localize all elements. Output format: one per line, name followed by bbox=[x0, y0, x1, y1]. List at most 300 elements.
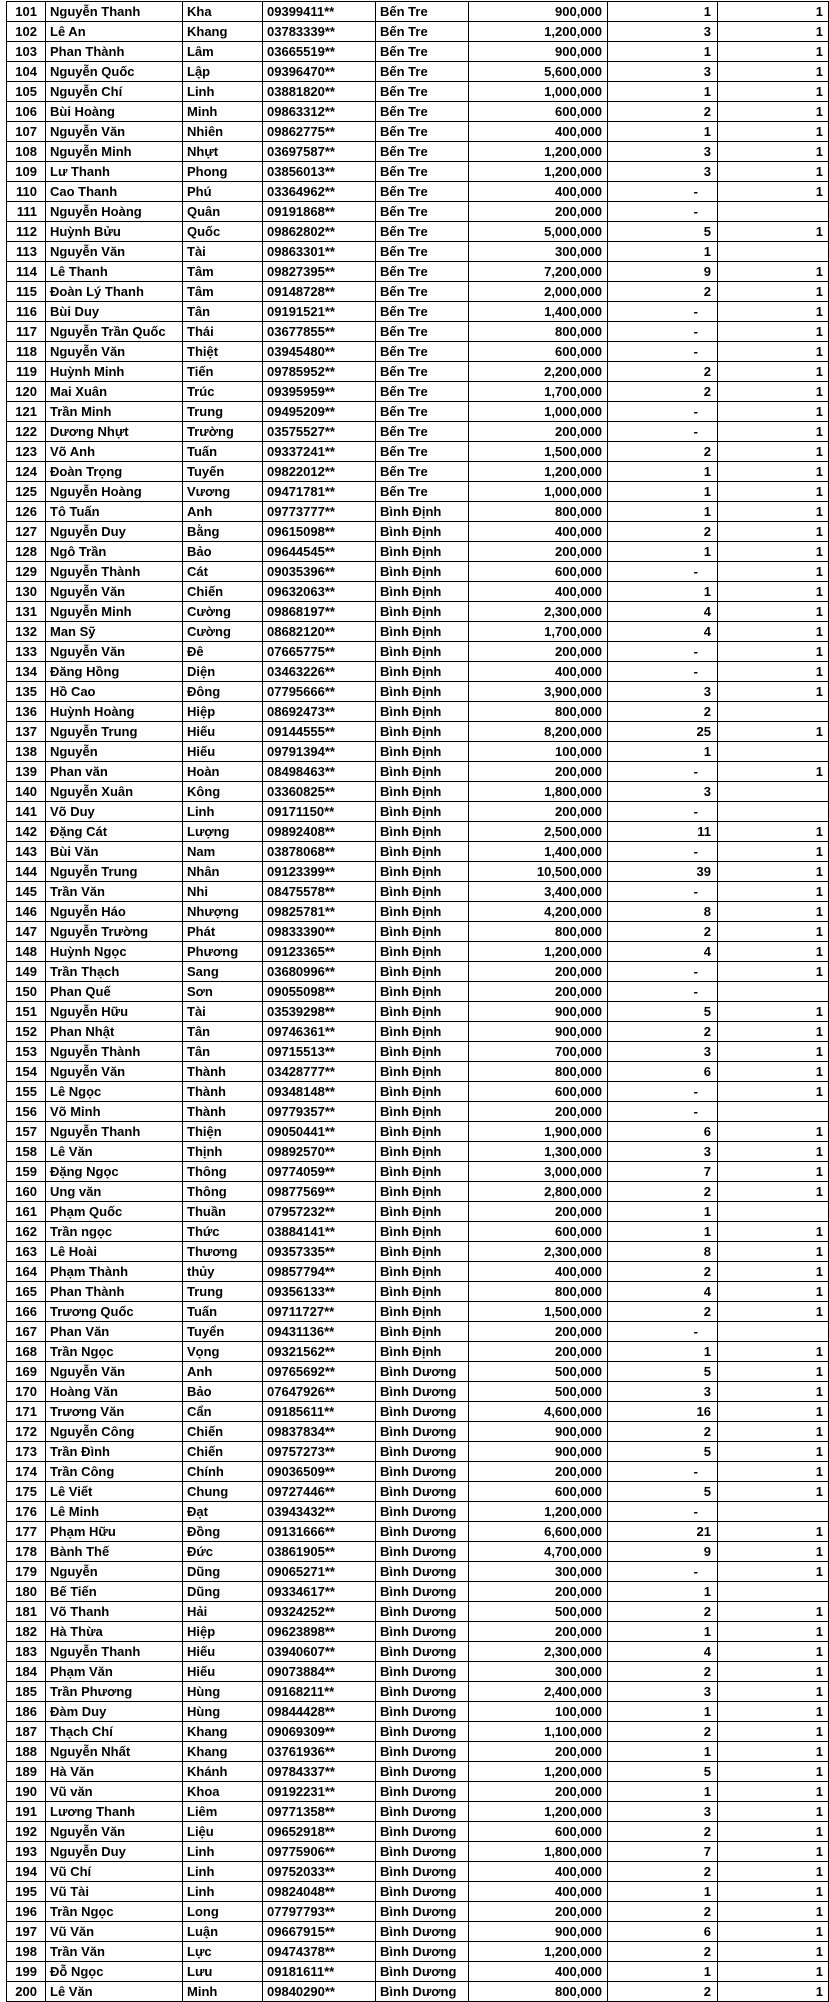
cell-province[interactable]: Bến Tre bbox=[376, 162, 469, 182]
cell-stt[interactable]: 144 bbox=[7, 862, 46, 882]
cell-phone[interactable]: 09840290** bbox=[263, 1982, 376, 2002]
cell-ten[interactable]: Hoàn bbox=[183, 762, 263, 782]
cell-count2[interactable]: 1 bbox=[718, 1242, 829, 1262]
cell-province[interactable]: Bình Dương bbox=[376, 1622, 469, 1642]
cell-count1[interactable]: 1 bbox=[608, 42, 718, 62]
cell-ten[interactable]: Khang bbox=[183, 1722, 263, 1742]
cell-stt[interactable]: 168 bbox=[7, 1342, 46, 1362]
cell-phone[interactable]: 08682120** bbox=[263, 622, 376, 642]
cell-province[interactable]: Bến Tre bbox=[376, 322, 469, 342]
cell-count2[interactable]: 1 bbox=[718, 762, 829, 782]
cell-count2[interactable]: 1 bbox=[718, 322, 829, 342]
cell-province[interactable]: Bình Định bbox=[376, 582, 469, 602]
cell-count2[interactable]: 1 bbox=[718, 1022, 829, 1042]
cell-stt[interactable]: 105 bbox=[7, 82, 46, 102]
cell-province[interactable]: Bình Định bbox=[376, 622, 469, 642]
cell-amount[interactable]: 400,000 bbox=[469, 522, 608, 542]
cell-amount[interactable]: 800,000 bbox=[469, 1062, 608, 1082]
cell-count1[interactable]: 2 bbox=[608, 1722, 718, 1742]
cell-count1[interactable]: 3 bbox=[608, 1042, 718, 1062]
cell-phone[interactable]: 09774059** bbox=[263, 1162, 376, 1182]
cell-amount[interactable]: 800,000 bbox=[469, 502, 608, 522]
cell-ten[interactable]: Lưu bbox=[183, 1962, 263, 1982]
cell-count1[interactable]: 2 bbox=[608, 1862, 718, 1882]
cell-province[interactable]: Bình Định bbox=[376, 762, 469, 782]
cell-count1[interactable]: 2 bbox=[608, 702, 718, 722]
cell-phone[interactable]: 09185611** bbox=[263, 1402, 376, 1422]
cell-count2[interactable]: 1 bbox=[718, 602, 829, 622]
cell-count2[interactable]: 1 bbox=[718, 822, 829, 842]
cell-phone[interactable]: 08692473** bbox=[263, 702, 376, 722]
cell-count2[interactable]: 1 bbox=[718, 1602, 829, 1622]
cell-count2[interactable] bbox=[718, 702, 829, 722]
cell-amount[interactable]: 400,000 bbox=[469, 182, 608, 202]
cell-count2[interactable]: 1 bbox=[718, 1622, 829, 1642]
cell-province[interactable]: Bến Tre bbox=[376, 262, 469, 282]
cell-ten[interactable]: Chiến bbox=[183, 1422, 263, 1442]
cell-phone[interactable]: 09652918** bbox=[263, 1822, 376, 1842]
cell-stt[interactable]: 200 bbox=[7, 1982, 46, 2002]
cell-ho[interactable]: Trần ngọc bbox=[46, 1222, 183, 1242]
cell-count2[interactable]: 1 bbox=[718, 1482, 829, 1502]
cell-count2[interactable]: 1 bbox=[718, 1762, 829, 1782]
cell-amount[interactable]: 600,000 bbox=[469, 102, 608, 122]
cell-ho[interactable]: Võ Thanh bbox=[46, 1602, 183, 1622]
cell-ten[interactable]: Dũng bbox=[183, 1562, 263, 1582]
cell-province[interactable]: Bình Dương bbox=[376, 1722, 469, 1742]
cell-stt[interactable]: 193 bbox=[7, 1842, 46, 1862]
cell-count2[interactable]: 1 bbox=[718, 1002, 829, 1022]
cell-ten[interactable]: Thịnh bbox=[183, 1142, 263, 1162]
cell-amount[interactable]: 1,200,000 bbox=[469, 462, 608, 482]
cell-ten[interactable]: Chung bbox=[183, 1482, 263, 1502]
cell-province[interactable]: Bình Định bbox=[376, 702, 469, 722]
cell-ten[interactable]: Thành bbox=[183, 1102, 263, 1122]
cell-amount[interactable]: 1,700,000 bbox=[469, 382, 608, 402]
cell-count2[interactable]: 1 bbox=[718, 882, 829, 902]
cell-count1[interactable]: 4 bbox=[608, 1642, 718, 1662]
cell-count1[interactable]: - bbox=[608, 202, 718, 222]
cell-ho[interactable]: Lê Minh bbox=[46, 1502, 183, 1522]
cell-count1[interactable]: - bbox=[608, 182, 718, 202]
cell-amount[interactable]: 400,000 bbox=[469, 1962, 608, 1982]
cell-count1[interactable]: 3 bbox=[608, 162, 718, 182]
cell-count1[interactable]: 5 bbox=[608, 1002, 718, 1022]
cell-ho[interactable]: Nguyễn Duy bbox=[46, 1842, 183, 1862]
cell-count2[interactable]: 1 bbox=[718, 1642, 829, 1662]
cell-amount[interactable]: 300,000 bbox=[469, 1562, 608, 1582]
cell-count2[interactable] bbox=[718, 742, 829, 762]
cell-stt[interactable]: 143 bbox=[7, 842, 46, 862]
cell-ten[interactable]: Nhiên bbox=[183, 122, 263, 142]
cell-count1[interactable]: - bbox=[608, 642, 718, 662]
cell-ho[interactable]: Đặng Ngọc bbox=[46, 1162, 183, 1182]
cell-province[interactable]: Bình Định bbox=[376, 982, 469, 1002]
cell-province[interactable]: Bình Định bbox=[376, 662, 469, 682]
cell-ho[interactable]: Trần Minh bbox=[46, 402, 183, 422]
cell-amount[interactable]: 200,000 bbox=[469, 422, 608, 442]
cell-phone[interactable]: 09036509** bbox=[263, 1462, 376, 1482]
cell-ho[interactable]: Phan Thành bbox=[46, 1282, 183, 1302]
cell-ho[interactable]: Bế Tiến bbox=[46, 1582, 183, 1602]
cell-phone[interactable]: 09191521** bbox=[263, 302, 376, 322]
cell-amount[interactable]: 500,000 bbox=[469, 1382, 608, 1402]
cell-ten[interactable]: Khang bbox=[183, 22, 263, 42]
cell-count1[interactable]: 5 bbox=[608, 1482, 718, 1502]
cell-amount[interactable]: 4,700,000 bbox=[469, 1542, 608, 1562]
cell-phone[interactable]: 09727446** bbox=[263, 1482, 376, 1502]
cell-province[interactable]: Bến Tre bbox=[376, 342, 469, 362]
cell-count1[interactable]: 4 bbox=[608, 602, 718, 622]
cell-amount[interactable]: 200,000 bbox=[469, 1622, 608, 1642]
cell-province[interactable]: Bình Định bbox=[376, 1202, 469, 1222]
cell-count2[interactable]: 1 bbox=[718, 142, 829, 162]
cell-stt[interactable]: 195 bbox=[7, 1882, 46, 1902]
cell-province[interactable]: Bến Tre bbox=[376, 142, 469, 162]
cell-ten[interactable]: Tuyển bbox=[183, 1322, 263, 1342]
cell-amount[interactable]: 600,000 bbox=[469, 562, 608, 582]
cell-phone[interactable]: 09892408** bbox=[263, 822, 376, 842]
cell-count2[interactable]: 1 bbox=[718, 1362, 829, 1382]
cell-count2[interactable] bbox=[718, 802, 829, 822]
cell-count2[interactable]: 1 bbox=[718, 402, 829, 422]
cell-amount[interactable]: 800,000 bbox=[469, 1982, 608, 2002]
cell-ten[interactable]: Bảo bbox=[183, 1382, 263, 1402]
cell-count2[interactable]: 1 bbox=[718, 342, 829, 362]
cell-count1[interactable]: 2 bbox=[608, 1942, 718, 1962]
cell-count2[interactable] bbox=[718, 1322, 829, 1342]
cell-phone[interactable]: 08475578** bbox=[263, 882, 376, 902]
cell-province[interactable]: Bình Định bbox=[376, 502, 469, 522]
cell-stt[interactable]: 110 bbox=[7, 182, 46, 202]
cell-stt[interactable]: 148 bbox=[7, 942, 46, 962]
cell-count2[interactable]: 1 bbox=[718, 1082, 829, 1102]
cell-amount[interactable]: 200,000 bbox=[469, 1342, 608, 1362]
cell-ten[interactable]: Đông bbox=[183, 682, 263, 702]
cell-phone[interactable]: 09321562** bbox=[263, 1342, 376, 1362]
cell-count1[interactable]: 2 bbox=[608, 1302, 718, 1322]
cell-count1[interactable]: 5 bbox=[608, 1362, 718, 1382]
cell-stt[interactable]: 124 bbox=[7, 462, 46, 482]
cell-phone[interactable]: 09837834** bbox=[263, 1422, 376, 1442]
cell-ho[interactable]: Nguyễn Quốc bbox=[46, 62, 183, 82]
cell-count1[interactable]: - bbox=[608, 842, 718, 862]
cell-stt[interactable]: 126 bbox=[7, 502, 46, 522]
cell-count1[interactable]: - bbox=[608, 322, 718, 342]
cell-amount[interactable]: 1,700,000 bbox=[469, 622, 608, 642]
cell-province[interactable]: Bến Tre bbox=[376, 42, 469, 62]
cell-stt[interactable]: 176 bbox=[7, 1502, 46, 1522]
cell-count2[interactable]: 1 bbox=[718, 1422, 829, 1442]
cell-phone[interactable]: 09822012** bbox=[263, 462, 376, 482]
cell-amount[interactable]: 200,000 bbox=[469, 542, 608, 562]
cell-ho[interactable]: Nguyễn Hữu bbox=[46, 1002, 183, 1022]
cell-count1[interactable]: 1 bbox=[608, 1582, 718, 1602]
cell-stt[interactable]: 118 bbox=[7, 342, 46, 362]
cell-count1[interactable]: 2 bbox=[608, 522, 718, 542]
cell-stt[interactable]: 128 bbox=[7, 542, 46, 562]
cell-ho[interactable]: Vũ Tài bbox=[46, 1882, 183, 1902]
cell-ho[interactable]: Nguyễn Chí bbox=[46, 82, 183, 102]
cell-count1[interactable]: - bbox=[608, 1562, 718, 1582]
cell-count1[interactable]: 2 bbox=[608, 102, 718, 122]
cell-ten[interactable]: Khánh bbox=[183, 1762, 263, 1782]
cell-count1[interactable]: 2 bbox=[608, 1902, 718, 1922]
cell-count1[interactable]: 1 bbox=[608, 502, 718, 522]
cell-count1[interactable]: - bbox=[608, 302, 718, 322]
cell-ho[interactable]: Cao Thanh bbox=[46, 182, 183, 202]
cell-ho[interactable]: Nguyễn Duy bbox=[46, 522, 183, 542]
cell-ho[interactable]: Nguyễn Văn bbox=[46, 122, 183, 142]
cell-province[interactable]: Bến Tre bbox=[376, 122, 469, 142]
cell-ten[interactable]: Anh bbox=[183, 502, 263, 522]
cell-count1[interactable]: 2 bbox=[608, 922, 718, 942]
cell-ten[interactable]: Tân bbox=[183, 1022, 263, 1042]
cell-province[interactable]: Bình Định bbox=[376, 962, 469, 982]
cell-ten[interactable]: Nam bbox=[183, 842, 263, 862]
cell-phone[interactable]: 03761936** bbox=[263, 1742, 376, 1762]
cell-stt[interactable]: 104 bbox=[7, 62, 46, 82]
cell-amount[interactable]: 1,500,000 bbox=[469, 1302, 608, 1322]
cell-count2[interactable] bbox=[718, 982, 829, 1002]
cell-count2[interactable]: 1 bbox=[718, 62, 829, 82]
cell-phone[interactable]: 09715513** bbox=[263, 1042, 376, 1062]
cell-ten[interactable]: Cường bbox=[183, 602, 263, 622]
cell-ten[interactable]: Tuấn bbox=[183, 1302, 263, 1322]
cell-count1[interactable]: 3 bbox=[608, 142, 718, 162]
cell-stt[interactable]: 157 bbox=[7, 1122, 46, 1142]
cell-province[interactable]: Bình Định bbox=[376, 882, 469, 902]
cell-province[interactable]: Bình Định bbox=[376, 1322, 469, 1342]
cell-phone[interactable]: 03945480** bbox=[263, 342, 376, 362]
cell-phone[interactable]: 09431136** bbox=[263, 1322, 376, 1342]
cell-amount[interactable]: 200,000 bbox=[469, 1202, 608, 1222]
cell-count2[interactable]: 1 bbox=[718, 962, 829, 982]
cell-phone[interactable]: 09337241** bbox=[263, 442, 376, 462]
cell-phone[interactable]: 03940607** bbox=[263, 1642, 376, 1662]
cell-ho[interactable]: Nguyễn Thanh bbox=[46, 2, 183, 22]
cell-province[interactable]: Bình Định bbox=[376, 522, 469, 542]
cell-province[interactable]: Bến Tre bbox=[376, 182, 469, 202]
cell-phone[interactable]: 09771358** bbox=[263, 1802, 376, 1822]
cell-count2[interactable]: 1 bbox=[718, 1042, 829, 1062]
cell-phone[interactable]: 09615098** bbox=[263, 522, 376, 542]
cell-province[interactable]: Bình Định bbox=[376, 642, 469, 662]
cell-amount[interactable]: 1,200,000 bbox=[469, 162, 608, 182]
cell-count2[interactable]: 1 bbox=[718, 522, 829, 542]
cell-amount[interactable]: 2,000,000 bbox=[469, 282, 608, 302]
cell-count1[interactable]: 1 bbox=[608, 482, 718, 502]
cell-count1[interactable]: 1 bbox=[608, 1622, 718, 1642]
cell-province[interactable]: Bình Định bbox=[376, 1042, 469, 1062]
cell-province[interactable]: Bình Định bbox=[376, 802, 469, 822]
cell-amount[interactable]: 200,000 bbox=[469, 1322, 608, 1342]
cell-amount[interactable]: 400,000 bbox=[469, 1262, 608, 1282]
cell-ho[interactable]: Phan Nhật bbox=[46, 1022, 183, 1042]
cell-stt[interactable]: 170 bbox=[7, 1382, 46, 1402]
cell-amount[interactable]: 600,000 bbox=[469, 1482, 608, 1502]
cell-province[interactable]: Bình Dương bbox=[376, 1522, 469, 1542]
cell-count1[interactable]: - bbox=[608, 1322, 718, 1342]
cell-count1[interactable]: 1 bbox=[608, 82, 718, 102]
cell-ho[interactable]: Man Sỹ bbox=[46, 622, 183, 642]
cell-count1[interactable]: 1 bbox=[608, 1202, 718, 1222]
cell-count2[interactable]: 1 bbox=[718, 1842, 829, 1862]
cell-phone[interactable]: 09765692** bbox=[263, 1362, 376, 1382]
cell-amount[interactable]: 2,200,000 bbox=[469, 362, 608, 382]
cell-ten[interactable]: Bảo bbox=[183, 542, 263, 562]
cell-phone[interactable]: 09348148** bbox=[263, 1082, 376, 1102]
cell-stt[interactable]: 122 bbox=[7, 422, 46, 442]
cell-count2[interactable] bbox=[718, 202, 829, 222]
cell-amount[interactable]: 5,600,000 bbox=[469, 62, 608, 82]
cell-province[interactable]: Bình Định bbox=[376, 782, 469, 802]
cell-ho[interactable]: Nguyễn Xuân bbox=[46, 782, 183, 802]
cell-phone[interactable]: 09073884** bbox=[263, 1662, 376, 1682]
cell-ho[interactable]: Phan văn bbox=[46, 762, 183, 782]
cell-ten[interactable]: Tân bbox=[183, 302, 263, 322]
cell-stt[interactable]: 151 bbox=[7, 1002, 46, 1022]
cell-ten[interactable]: Kha bbox=[183, 2, 263, 22]
cell-stt[interactable]: 137 bbox=[7, 722, 46, 742]
cell-count1[interactable]: 1 bbox=[608, 1702, 718, 1722]
cell-phone[interactable]: 07957232** bbox=[263, 1202, 376, 1222]
cell-province[interactable]: Bình Dương bbox=[376, 1922, 469, 1942]
cell-ho[interactable]: Nguyễn Trung bbox=[46, 862, 183, 882]
cell-ho[interactable]: Nguyễn Minh bbox=[46, 602, 183, 622]
cell-stt[interactable]: 146 bbox=[7, 902, 46, 922]
cell-phone[interactable]: 09863301** bbox=[263, 242, 376, 262]
cell-count2[interactable]: 1 bbox=[718, 1662, 829, 1682]
cell-count1[interactable]: 1 bbox=[608, 242, 718, 262]
cell-count1[interactable]: 1 bbox=[608, 2, 718, 22]
cell-count2[interactable]: 1 bbox=[718, 162, 829, 182]
cell-stt[interactable]: 141 bbox=[7, 802, 46, 822]
cell-phone[interactable]: 09863312** bbox=[263, 102, 376, 122]
cell-amount[interactable]: 600,000 bbox=[469, 1222, 608, 1242]
cell-count2[interactable]: 1 bbox=[718, 1962, 829, 1982]
cell-ho[interactable]: Trần Đình bbox=[46, 1442, 183, 1462]
cell-ten[interactable]: Liêm bbox=[183, 1802, 263, 1822]
cell-count1[interactable]: - bbox=[608, 402, 718, 422]
cell-ho[interactable]: Đoàn Lý Thanh bbox=[46, 282, 183, 302]
cell-amount[interactable]: 2,500,000 bbox=[469, 822, 608, 842]
cell-ten[interactable]: Thuần bbox=[183, 1202, 263, 1222]
cell-amount[interactable]: 1,300,000 bbox=[469, 1142, 608, 1162]
cell-phone[interactable]: 07797793** bbox=[263, 1902, 376, 1922]
cell-province[interactable]: Bến Tre bbox=[376, 362, 469, 382]
cell-ho[interactable]: Lê An bbox=[46, 22, 183, 42]
cell-province[interactable]: Bình Định bbox=[376, 922, 469, 942]
cell-phone[interactable]: 09862802** bbox=[263, 222, 376, 242]
cell-province[interactable]: Bình Dương bbox=[376, 1902, 469, 1922]
cell-phone[interactable]: 09862775** bbox=[263, 122, 376, 142]
cell-ho[interactable]: Nguyễn bbox=[46, 742, 183, 762]
cell-ho[interactable]: Trần Phương bbox=[46, 1682, 183, 1702]
cell-stt[interactable]: 111 bbox=[7, 202, 46, 222]
cell-phone[interactable]: 07647926** bbox=[263, 1382, 376, 1402]
cell-ho[interactable]: Đặng Cát bbox=[46, 822, 183, 842]
cell-ten[interactable]: Tiến bbox=[183, 362, 263, 382]
cell-amount[interactable]: 1,400,000 bbox=[469, 842, 608, 862]
cell-province[interactable]: Bình Dương bbox=[376, 1742, 469, 1762]
cell-province[interactable]: Bến Tre bbox=[376, 402, 469, 422]
cell-ten[interactable]: Linh bbox=[183, 1842, 263, 1862]
cell-ten[interactable]: Nhi bbox=[183, 882, 263, 902]
cell-count2[interactable]: 1 bbox=[718, 922, 829, 942]
cell-phone[interactable]: 03539298** bbox=[263, 1002, 376, 1022]
cell-ten[interactable]: Hùng bbox=[183, 1702, 263, 1722]
cell-stt[interactable]: 190 bbox=[7, 1782, 46, 1802]
cell-province[interactable]: Bình Định bbox=[376, 682, 469, 702]
cell-amount[interactable]: 800,000 bbox=[469, 702, 608, 722]
cell-stt[interactable]: 197 bbox=[7, 1922, 46, 1942]
cell-ten[interactable]: Chính bbox=[183, 1462, 263, 1482]
cell-count2[interactable]: 1 bbox=[718, 382, 829, 402]
cell-province[interactable]: Bình Dương bbox=[376, 1362, 469, 1382]
cell-count2[interactable]: 1 bbox=[718, 1462, 829, 1482]
cell-province[interactable]: Bình Định bbox=[376, 1342, 469, 1362]
cell-count1[interactable]: - bbox=[608, 662, 718, 682]
cell-phone[interactable]: 09644545** bbox=[263, 542, 376, 562]
cell-ho[interactable]: Nguyễn Văn bbox=[46, 1822, 183, 1842]
cell-ten[interactable]: Vương bbox=[183, 482, 263, 502]
cell-count1[interactable]: - bbox=[608, 562, 718, 582]
cell-count2[interactable]: 1 bbox=[718, 82, 829, 102]
cell-ho[interactable]: Mai Xuân bbox=[46, 382, 183, 402]
cell-phone[interactable]: 09035396** bbox=[263, 562, 376, 582]
cell-phone[interactable]: 09775906** bbox=[263, 1842, 376, 1862]
cell-count2[interactable]: 1 bbox=[718, 222, 829, 242]
cell-amount[interactable]: 800,000 bbox=[469, 922, 608, 942]
cell-stt[interactable]: 142 bbox=[7, 822, 46, 842]
cell-count2[interactable] bbox=[718, 1582, 829, 1602]
cell-stt[interactable]: 194 bbox=[7, 1862, 46, 1882]
cell-ten[interactable]: Quốc bbox=[183, 222, 263, 242]
cell-ten[interactable]: Minh bbox=[183, 102, 263, 122]
cell-ho[interactable]: Phạm Văn bbox=[46, 1662, 183, 1682]
cell-ho[interactable]: Nguyễn Minh bbox=[46, 142, 183, 162]
cell-amount[interactable]: 1,000,000 bbox=[469, 482, 608, 502]
cell-phone[interactable]: 08498463** bbox=[263, 762, 376, 782]
cell-count1[interactable]: 6 bbox=[608, 1062, 718, 1082]
cell-stt[interactable]: 192 bbox=[7, 1822, 46, 1842]
cell-phone[interactable]: 09144555** bbox=[263, 722, 376, 742]
cell-ho[interactable]: Ngô Trần bbox=[46, 542, 183, 562]
cell-ho[interactable]: Phan Văn bbox=[46, 1322, 183, 1342]
cell-phone[interactable]: 09844428** bbox=[263, 1702, 376, 1722]
cell-amount[interactable]: 200,000 bbox=[469, 1582, 608, 1602]
cell-stt[interactable]: 158 bbox=[7, 1142, 46, 1162]
cell-ten[interactable]: Hiếu bbox=[183, 722, 263, 742]
cell-amount[interactable]: 1,500,000 bbox=[469, 442, 608, 462]
cell-ho[interactable]: Nguyễn Thanh bbox=[46, 1122, 183, 1142]
cell-province[interactable]: Bình Định bbox=[376, 862, 469, 882]
cell-count1[interactable]: 5 bbox=[608, 1442, 718, 1462]
cell-stt[interactable]: 139 bbox=[7, 762, 46, 782]
cell-province[interactable]: Bình Dương bbox=[376, 1882, 469, 1902]
cell-count2[interactable]: 1 bbox=[718, 682, 829, 702]
cell-ten[interactable]: Chiến bbox=[183, 582, 263, 602]
cell-count1[interactable]: 4 bbox=[608, 622, 718, 642]
cell-province[interactable]: Bình Dương bbox=[376, 1822, 469, 1842]
cell-ho[interactable]: Tô Tuấn bbox=[46, 502, 183, 522]
cell-phone[interactable]: 03943432** bbox=[263, 1502, 376, 1522]
cell-stt[interactable]: 199 bbox=[7, 1962, 46, 1982]
cell-ten[interactable]: Long bbox=[183, 1902, 263, 1922]
cell-stt[interactable]: 183 bbox=[7, 1642, 46, 1662]
cell-amount[interactable]: 5,000,000 bbox=[469, 222, 608, 242]
